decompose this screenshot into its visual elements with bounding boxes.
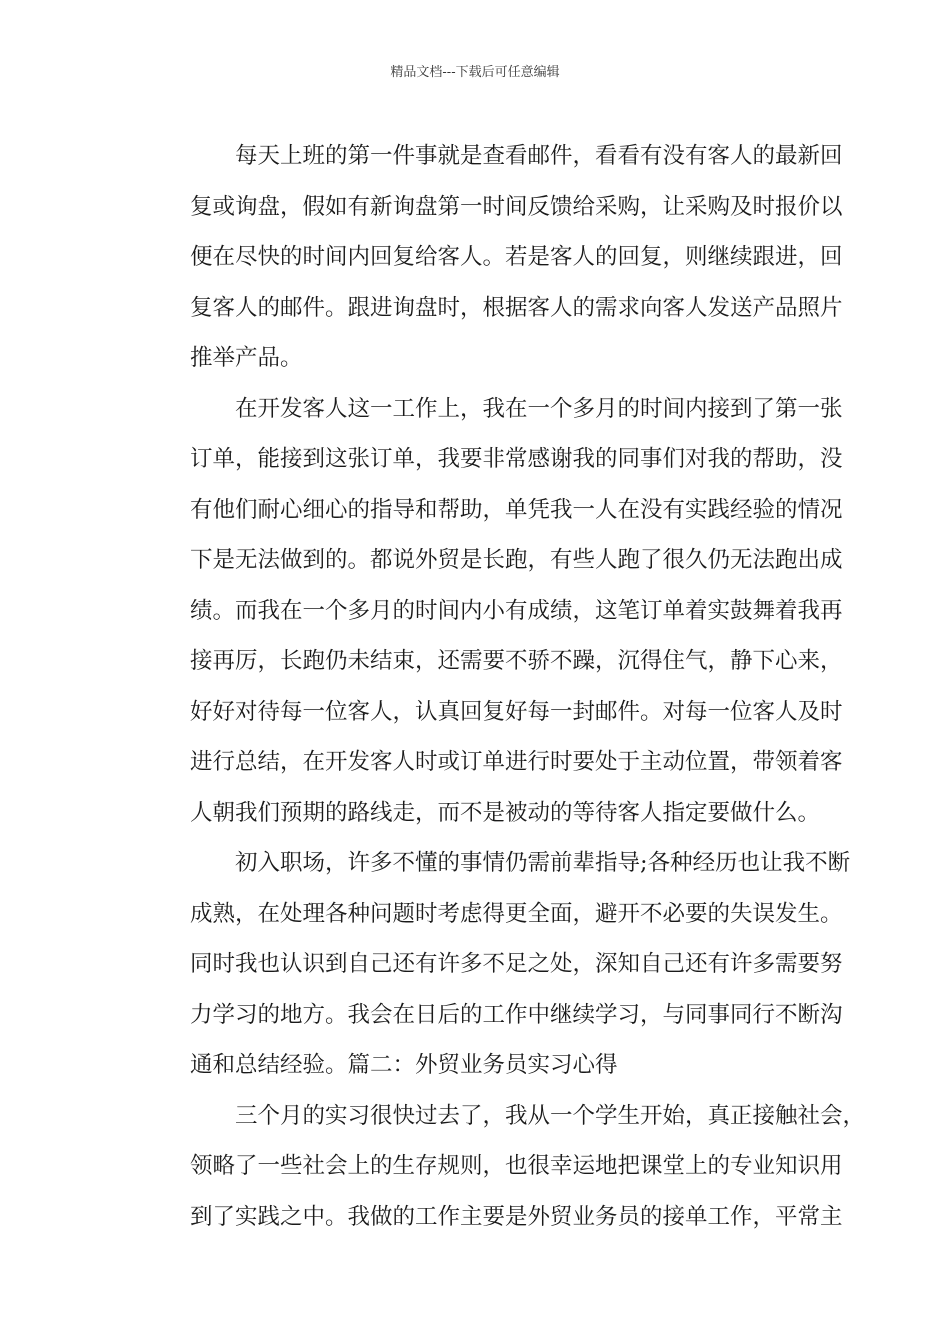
text-line: 推举产品。: [190, 345, 303, 371]
text-line: 每天上班的第一件事就是查看邮件，看看有没有客人的最新回: [235, 143, 843, 169]
text-line: 复或询盘，假如有新询盘第一时间反馈给采购，让采购及时报价以: [190, 193, 843, 220]
document-body: [145, 131, 866, 1242]
paragraph-1: [145, 131, 843, 384]
paragraph-3: [145, 838, 851, 1091]
text-line: 三个月的实习很快过去了，我从一个学生开始，真正接触社会，: [235, 1102, 866, 1129]
text-line: 接再厉，长跑仍未结束，还需要不骄不躁，沉得住气，静下心来，: [190, 648, 843, 674]
text-line: 好好对待每一位客人，认真回复好每一封邮件。对每一位客人及时: [190, 698, 843, 725]
paragraph-2: [145, 384, 843, 839]
text-line: 成熟，在处理各种问题时考虑得更全面，避开不必要的失误发生。: [190, 900, 843, 927]
text-line: 领略了一些社会上的生存规则，也很幸运地把课堂上的专业知识用: [190, 1153, 843, 1179]
paragraph-4: [145, 1091, 866, 1243]
text-line: 复客人的邮件。跟进询盘时，根据客人的需求向客人发送产品照片: [190, 294, 843, 321]
text-line: 绩。而我在一个多月的时间内小有成绩，这笔订单着实鼓舞着我再: [190, 597, 843, 624]
text-line: 订单，能接到这张订单，我要非常感谢我的同事们对我的帮助，没: [190, 446, 843, 472]
text-line: 在开发客人这一工作上，我在一个多月的时间内接到了第一张: [235, 395, 843, 422]
text-line: 通和总结经验。篇二：外贸业务员实习心得: [190, 1052, 618, 1078]
text-line: 便在尽快的时间内回复给客人。若是客人的回复，则继续跟进，回: [190, 244, 843, 270]
text-line: 有他们耐心细心的指导和帮助，单凭我一人在没有实践经验的情况: [190, 496, 843, 523]
text-line: 人朝我们预期的路线走，而不是被动的等待客人指定要做什么。: [190, 799, 821, 826]
text-line: 进行总结，在开发客人时或订单进行时要处于主动位置，带领着客: [190, 749, 843, 775]
page-header: 精品文档---下载后可任意编辑: [390, 65, 560, 80]
text-line: 初入职场，许多不懂的事情仍需前辈指导;各种经历也让我不断: [235, 850, 851, 876]
text-line: 同时我也认识到自己还有许多不足之处，深知自己还有许多需要努: [190, 951, 843, 977]
text-line: 到了实践之中。我做的工作主要是外贸业务员的接单工作，平常主: [190, 1203, 843, 1230]
text-line: 力学习的地方。我会在日后的工作中继续学习，与同事同行不断沟: [190, 1001, 843, 1028]
text-line: 下是无法做到的。都说外贸是长跑，有些人跑了很久仍无法跑出成: [190, 547, 843, 573]
